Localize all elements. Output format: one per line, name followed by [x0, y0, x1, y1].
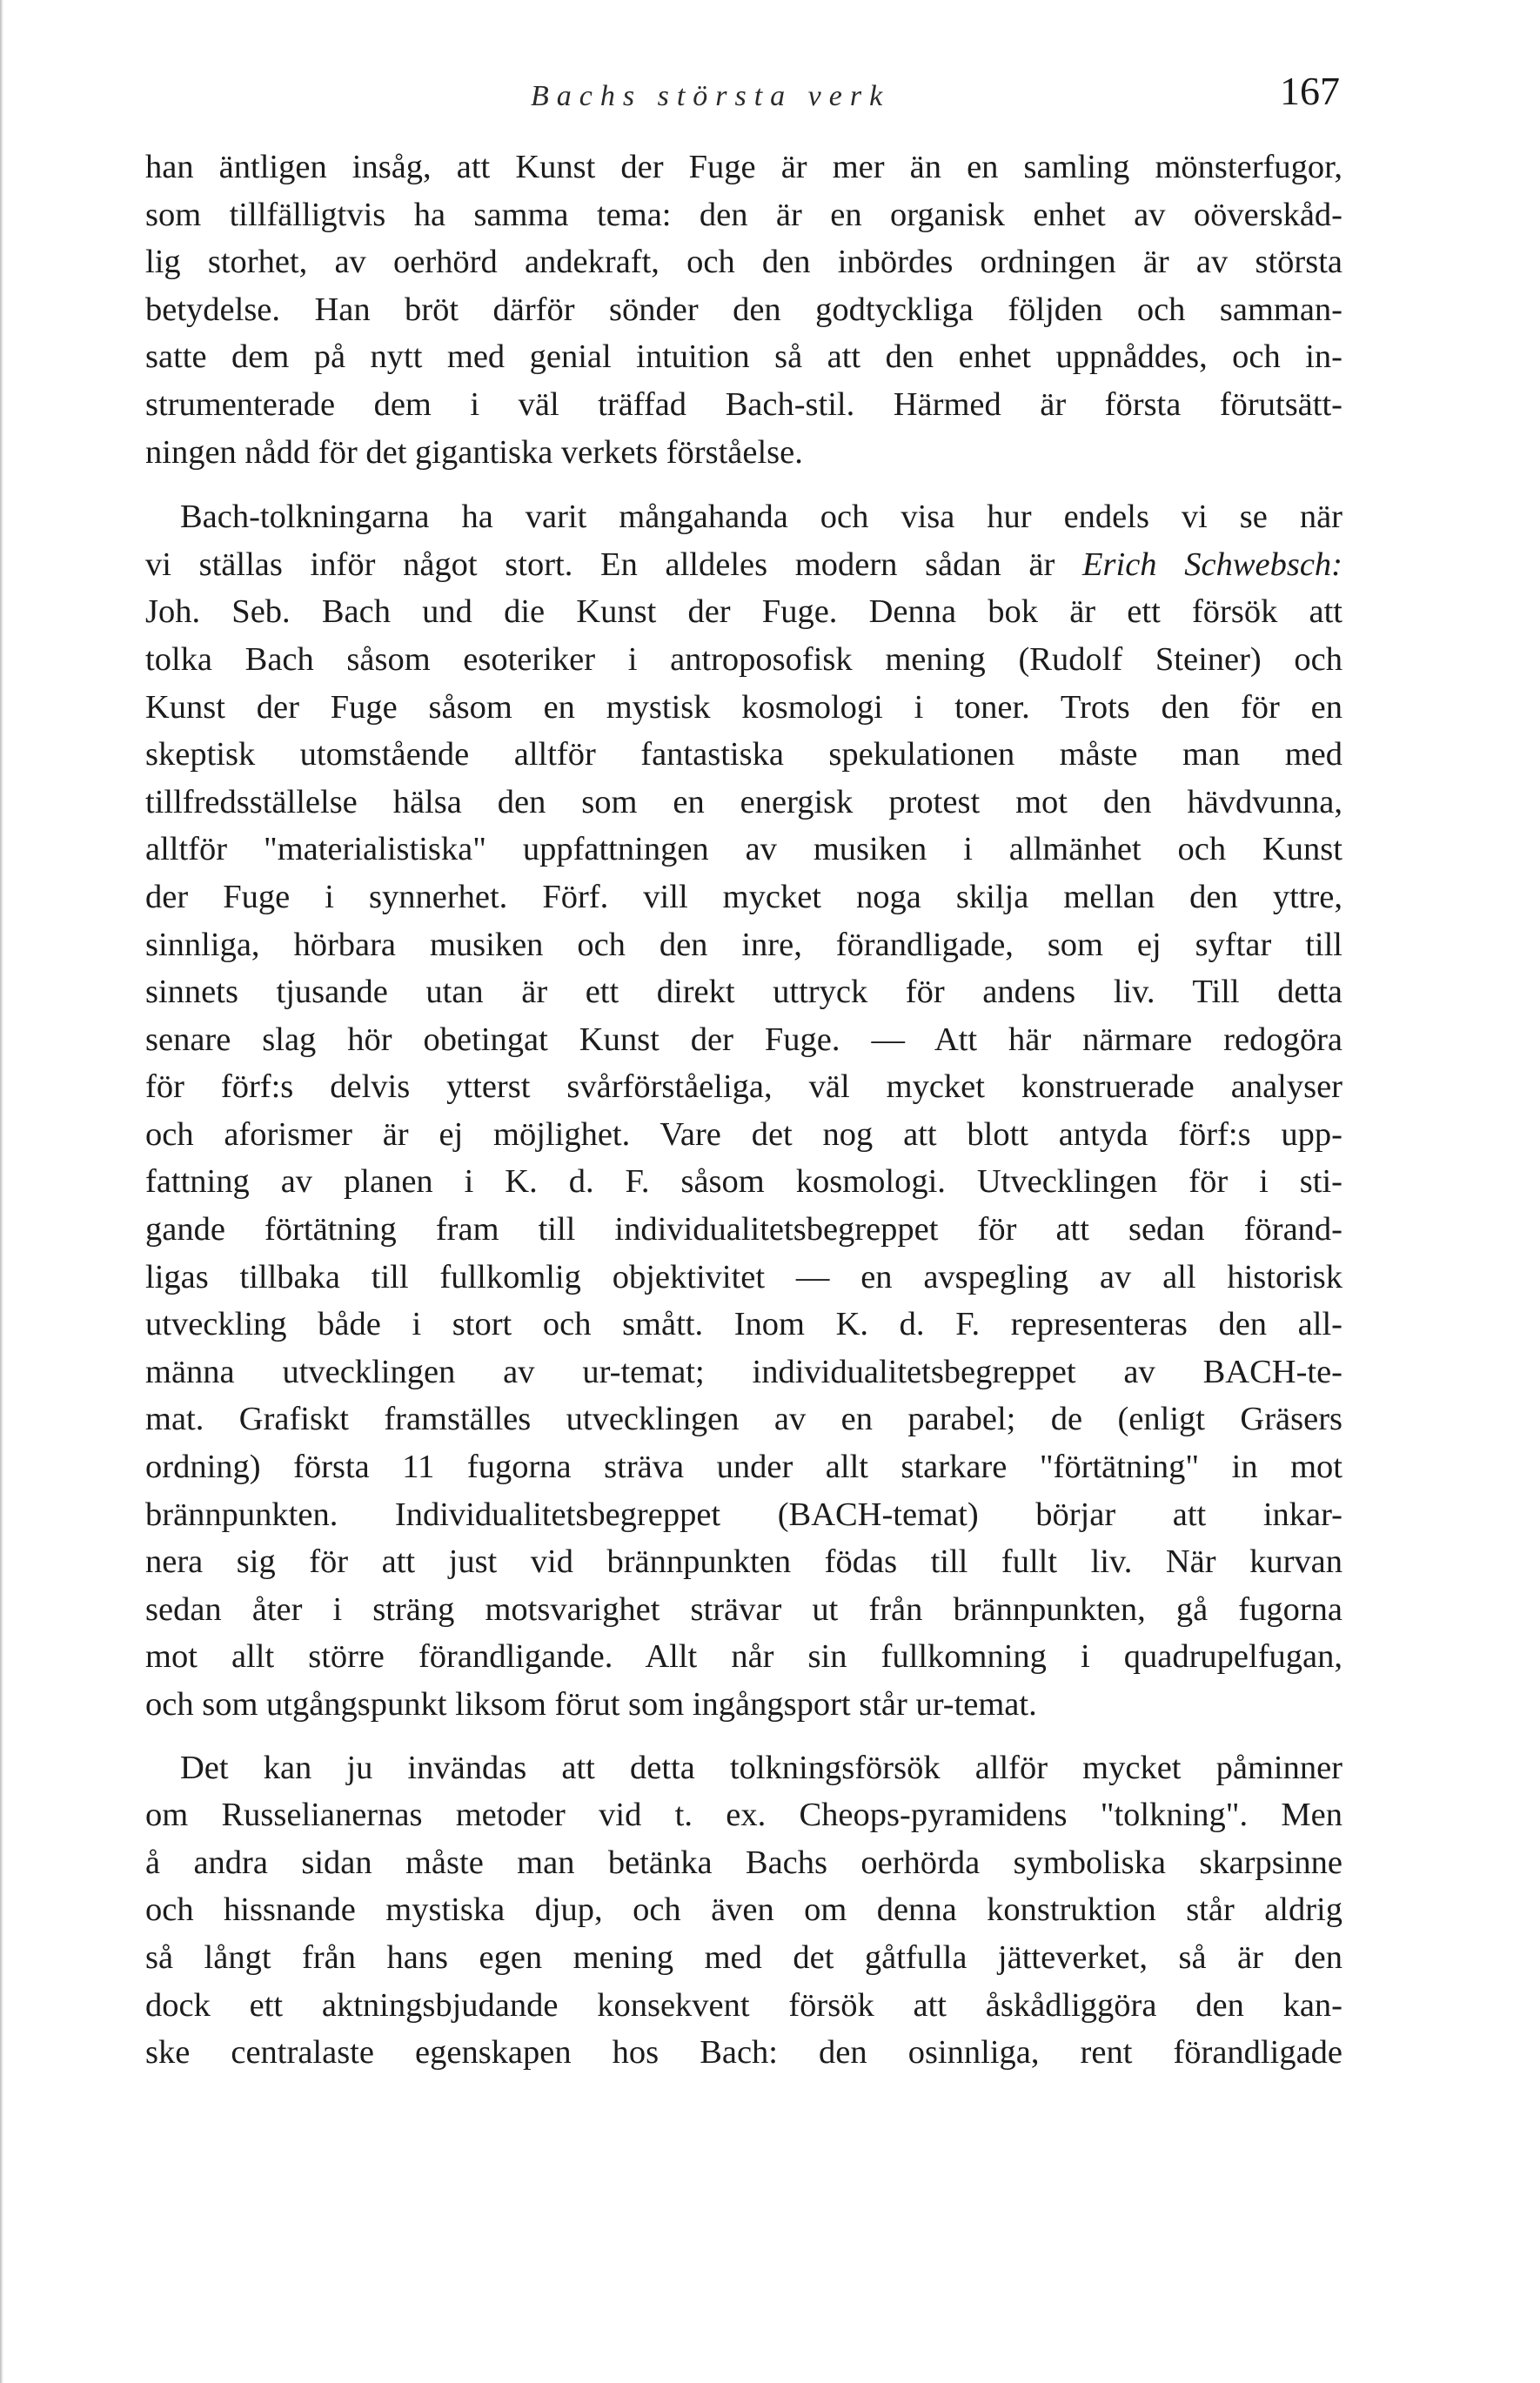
text-line: om Russelianernas metoder vid t. ex. Cheops-pyramidens "tolkning". Men — [145, 1797, 1342, 1834]
text-line: han äntligen insåg, att Kunst der Fuge är mer än en samling mönsterfugor, — [145, 149, 1342, 185]
paragraph-2 — [145, 493, 1342, 1728]
text-line: alltför "materialistiska" uppfattningen av musiken i allmänhet och Kunst — [145, 831, 1342, 868]
text-line: betydelse. Han bröt därför sönder den godtyckliga följden och samman- — [145, 291, 1342, 328]
text-line: och som utgångspunkt liksom förut som ingångsport står ur-temat. — [145, 1686, 1037, 1723]
scan-edge-shadow — [0, 0, 3, 2383]
text-line: å andra sidan måste man betänka Bachs oerhörda symboliska skarpsinne — [145, 1844, 1342, 1881]
text-line: Joh. Seb. Bach und die Kunst der Fuge. Denna bok är ett försök att — [145, 593, 1342, 631]
text-line: männa utvecklingen av ur-temat; individualitetsbegreppet av BACH-te- — [145, 1353, 1342, 1390]
text-line: dock ett aktningsbjudande konsekvent försök att åskådliggöra den kan- — [145, 1986, 1342, 2024]
text-line: Bach-tolkningarna ha varit mångahanda och visa hur endels vi se när — [180, 499, 1342, 536]
text-line: och hissnande mystiska djup, och även om denna konstruktion står aldrig — [145, 1891, 1342, 1929]
text-line: Det kan ju invändas att detta tolkningsförsök allför mycket påminner — [180, 1749, 1342, 1786]
body-text — [145, 144, 1342, 2094]
text-line: sinnliga, hörbara musiken och den inre, förandligade, som ej syftar till — [145, 926, 1342, 963]
text-line: och aforismer är ej möjlighet. Vare det nog att blott antyda förf:s upp- — [145, 1115, 1342, 1153]
text-line: satte dem på nytt med genial intuition så att den enhet uppnåddes, och in- — [145, 338, 1342, 376]
citation-lead-in: vi ställas inför något stort. En alldeles modern sådan är — [145, 546, 1083, 583]
text-line: ningen nådd för det gigantiska verkets förståelse. — [145, 433, 803, 471]
cited-author: Erich Schwebsch: — [1082, 546, 1342, 583]
text-line: brännpunkten. Individualitetsbegreppet (BACH-temat) börjar att inkar- — [145, 1496, 1342, 1533]
text-line: nera sig för att just vid brännpunkten födas till fullt liv. När kurvan — [145, 1543, 1342, 1581]
paragraph-1 — [145, 144, 1342, 476]
page-number: 167 — [1280, 69, 1340, 113]
text-line: sinnets tjusande utan är ett direkt uttryck för andens liv. Till detta — [145, 974, 1342, 1011]
text-line: ske centralaste egenskapen hos Bach: den osinnliga, rent förandligade — [145, 2034, 1342, 2072]
text-line: mat. Grafiskt framställes utvecklingen av en parabel; de (enligt Gräsers — [145, 1401, 1342, 1438]
text-line: gande förtätning fram till individualitetsbegreppet för att sedan förand- — [145, 1211, 1342, 1248]
text-line: fattning av planen i K. d. F. såsom kosmologi. Utvecklingen för i sti- — [145, 1163, 1342, 1201]
text-line: tillfredsställelse hälsa den som en energisk protest mot den hävdvunna, — [145, 783, 1342, 820]
text-line-with-citation — [145, 541, 1342, 589]
text-line: strumenterade dem i väl träffad Bach-stil. Härmed är första förutsätt- — [145, 385, 1342, 423]
paragraph-3 — [145, 1744, 1342, 2077]
text-line: utveckling både i stort och smått. Inom K. d. F. representeras den all- — [145, 1306, 1342, 1343]
text-line: senare slag hör obetingat Kunst der Fuge. — Att här närmare redogöra — [145, 1021, 1342, 1058]
text-line: sedan åter i sträng motsvarighet strävar ut från brännpunkten, gå fugorna — [145, 1590, 1342, 1628]
text-line: der Fuge i synnerhet. Förf. vill mycket noga skilja mellan den yttre, — [145, 878, 1342, 915]
text-line: så långt från hans egen mening med det gåtfulla jätteverket, så är den — [145, 1938, 1342, 1976]
text-line: ordning) första 11 fugorna sträva under allt starkare "förtätning" in mot — [145, 1449, 1342, 1486]
text-line: för förf:s delvis ytterst svårförståeliga, väl mycket konstruerade analyser — [145, 1068, 1342, 1106]
running-title: Bachs största verk — [531, 80, 891, 112]
text-line: Kunst der Fuge såsom en mystisk kosmologi i toner. Trots den för en — [145, 688, 1342, 726]
text-line: mot allt större förandligande. Allt når sin fullkomning i quadrupelfugan, — [145, 1638, 1342, 1676]
text-line: som tillfälligtvis ha samma tema: den är en organisk enhet av oöverskåd- — [145, 196, 1342, 233]
text-line: skeptisk utomstående alltför fantastiska spekulationen måste man med — [145, 736, 1342, 773]
text-line: lig storhet, av oerhörd andekraft, och den inbördes ordningen är av största — [145, 244, 1342, 281]
running-head — [148, 68, 1340, 129]
text-line: tolka Bach såsom esoteriker i antroposofisk mening (Rudolf Steiner) och — [145, 640, 1342, 678]
text-line: ligas tillbaka till fullkomlig objektivitet — en avspegling av all historisk — [145, 1258, 1342, 1295]
